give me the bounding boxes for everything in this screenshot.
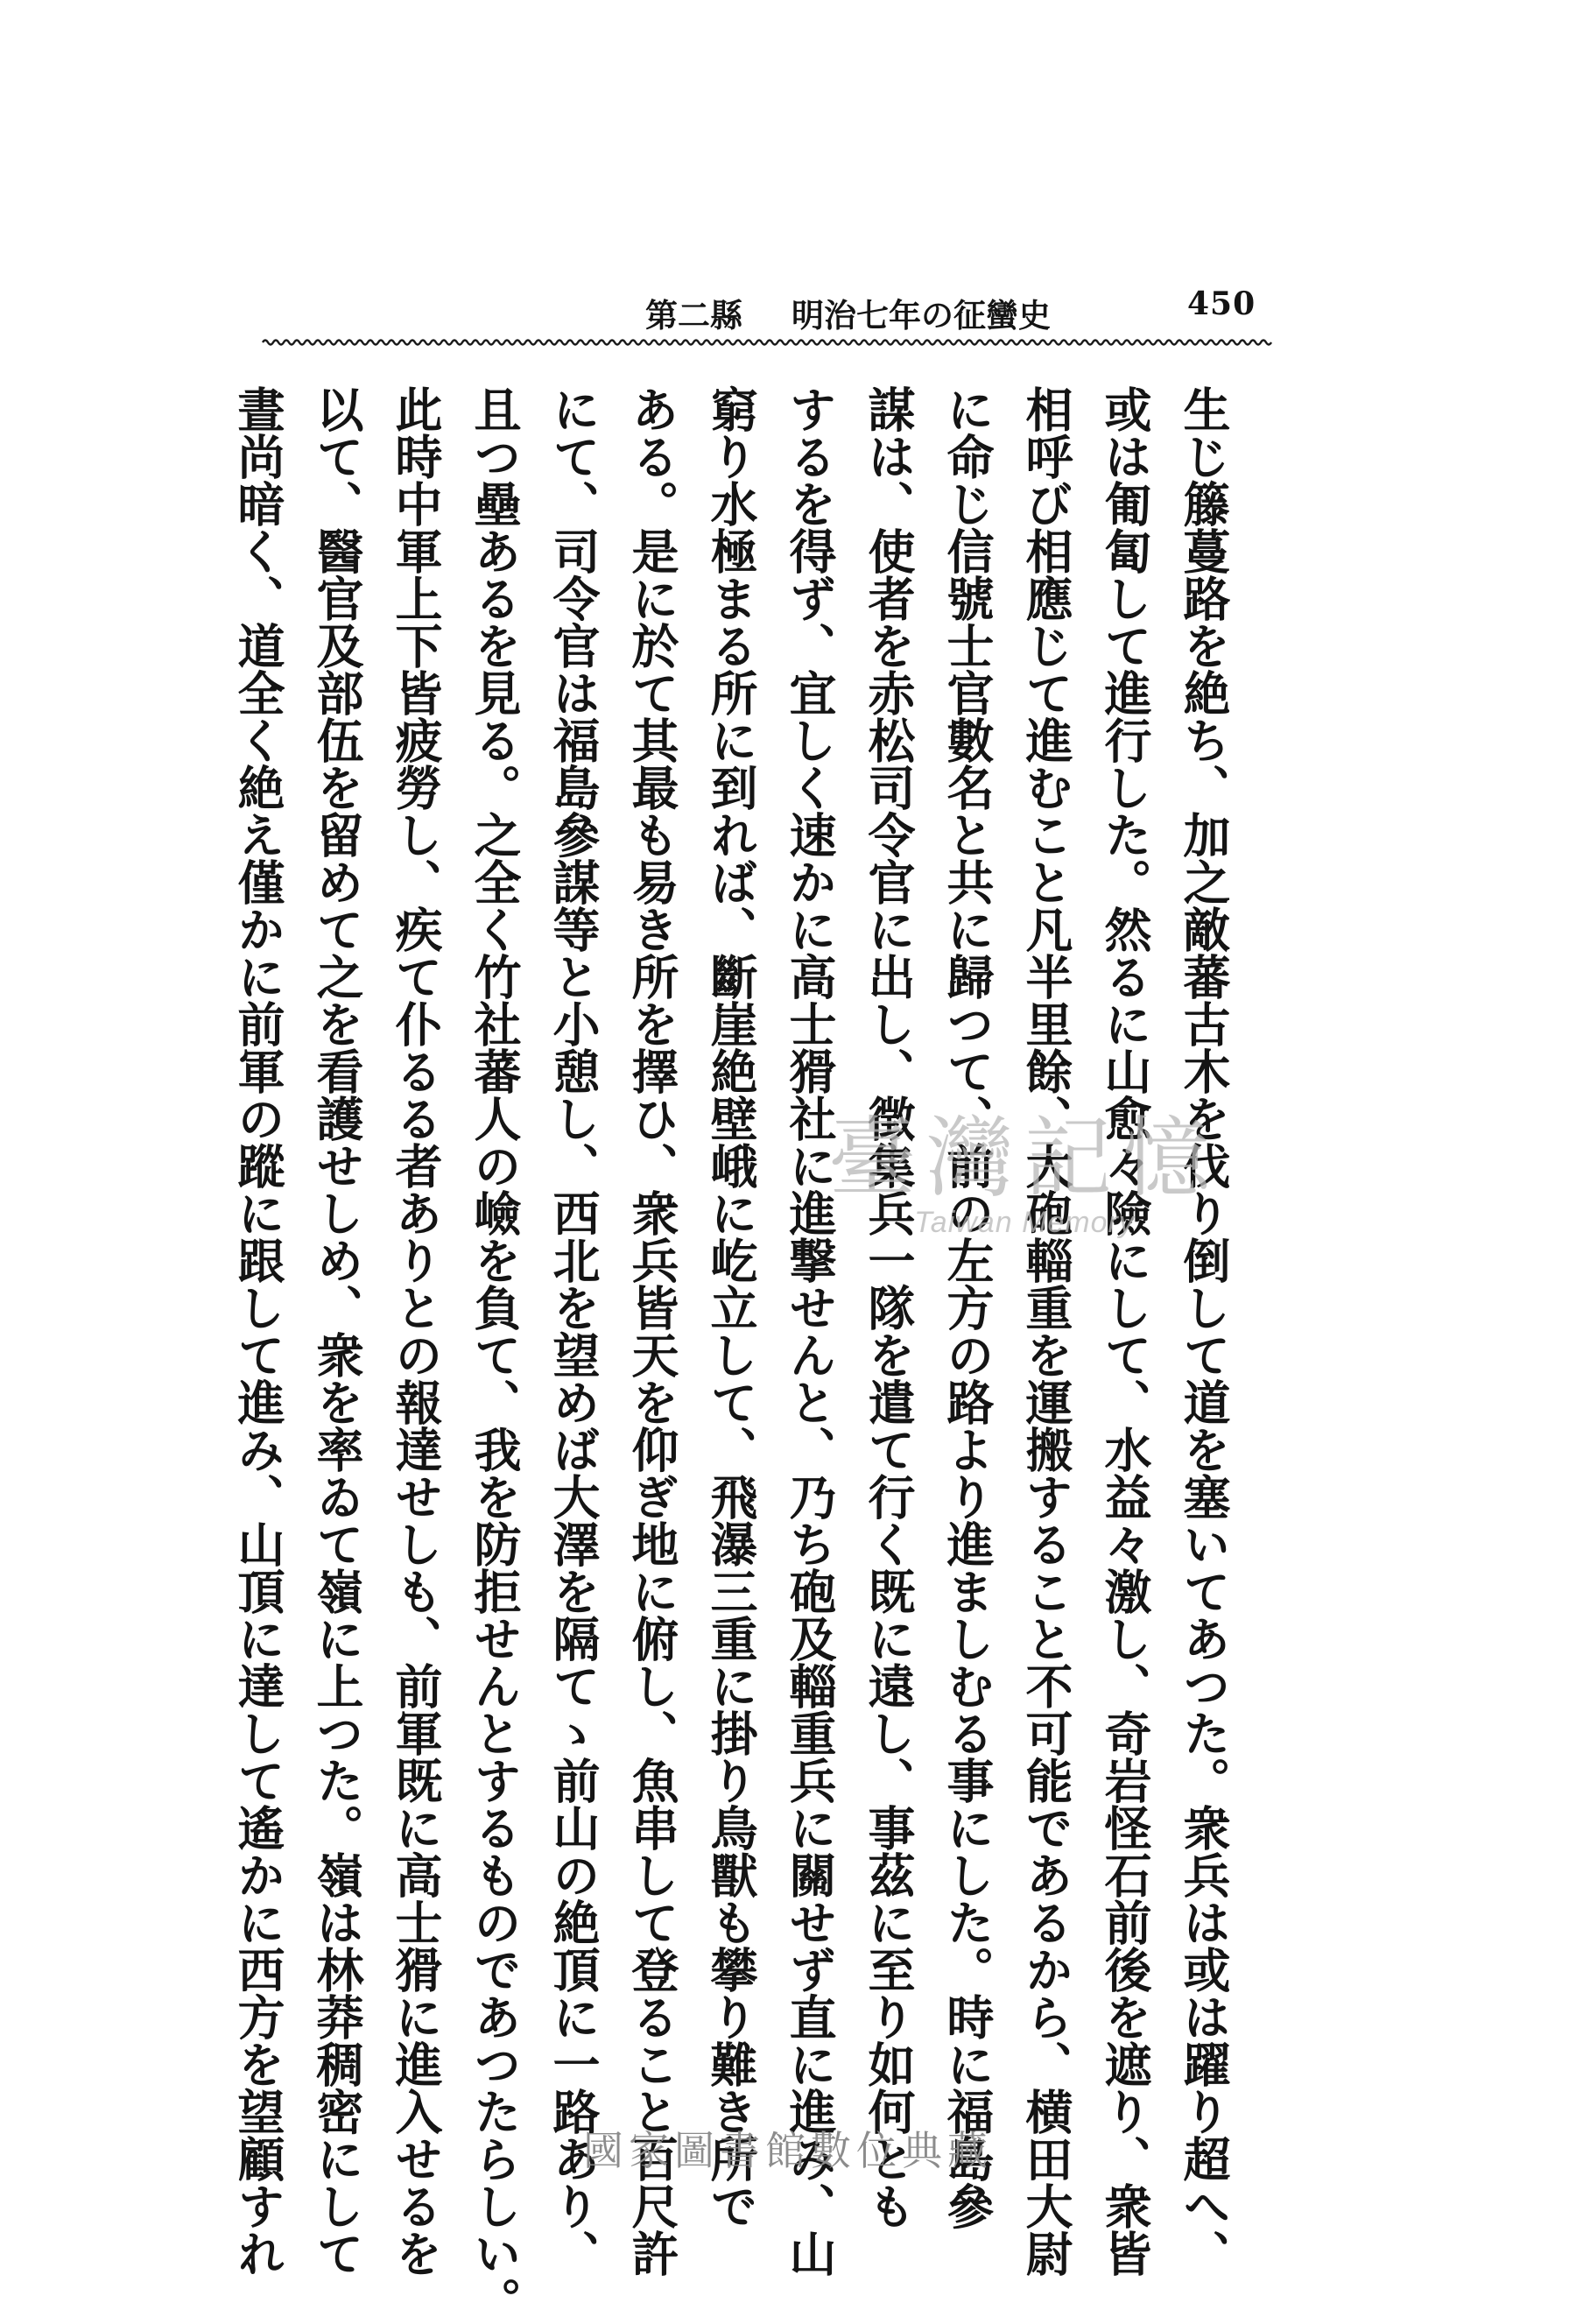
header-title: 明治七年の征蠻史: [792, 296, 1051, 335]
text-column: するを得ず、宜しく速かに高士猾社に進撃せんと、乃ち砲及輜重兵に關せず直に進み、山: [782, 385, 838, 2277]
text-column: 且つ壘あるを見る。之全く竹社蕃人の嶮を負て、我を防拒せんとするものであつたらしい。: [467, 385, 523, 2324]
watermark-logo-text: 臺灣記憶: [828, 1107, 1221, 1209]
text-column: 窮り水極まる所に到れば、斷崖絶壁峨に屹立して、飛瀑三重に掛り鳥獸も攀り難き所で: [703, 385, 759, 2229]
footer-credit: 國家圖書館數位典藏: [583, 2127, 993, 2174]
running-header: [525, 289, 1051, 336]
text-column: ある。是に於て其最も易き所を擇ひ、衆兵皆天を仰ぎ地に俯し、魚串して登ること百尺許: [624, 385, 680, 2277]
page-number: 450: [1187, 285, 1256, 322]
text-column: 晝尚暗く、道全く絶え僅かに前軍の蹤に跟して進み、山頂に達して遙かに西方を望顧すれ: [230, 385, 286, 2277]
watermark-logo-subtitle: Taiwan Memory: [914, 1206, 1135, 1239]
header-section: 第二縣: [645, 296, 742, 335]
text-column: にて、司令官は福島參謀等と小憩し、西北を望めば大澤を隔てゝ前山の絶頂に一路あり、: [545, 385, 602, 2277]
text-column: 謀は、使者を赤松司令官に出し、徴集兵一隊を遣て行く既に遠し、事茲に至り如何とも: [861, 385, 917, 2229]
text-column: に命じ信號士官數名と共に歸つて、前の左方の路より進ましむる事にした。時に福島參: [939, 385, 996, 2229]
text-column: 或は匍匐して進行した。然るに山愈々險にして、水益々激し、奇岩怪石前後を遮り、衆皆: [1097, 385, 1153, 2277]
header-wavy-rule: [263, 336, 1270, 349]
text-column: 此時中軍上下皆疲勞し、疾て仆るる者ありとの報達せしも、前軍既に高士猾に進入せるを: [388, 385, 444, 2277]
text-column: 相呼び相應じて進むこと凡半里餘、大砲輜重を運搬すること不可能であるから、横田大尉: [1018, 385, 1074, 2277]
text-column: 以て、醫官及部伍を留めて之を看護せしめ、衆を率ゐて嶺に上つた。嶺は林莽稠密にして: [309, 385, 365, 2277]
text-column: 生じ籐蔓路を絶ち、加之敵蕃古木を伐り倒して道を塞いてあつた。衆兵は或は躍り超へ、: [1176, 385, 1232, 2277]
